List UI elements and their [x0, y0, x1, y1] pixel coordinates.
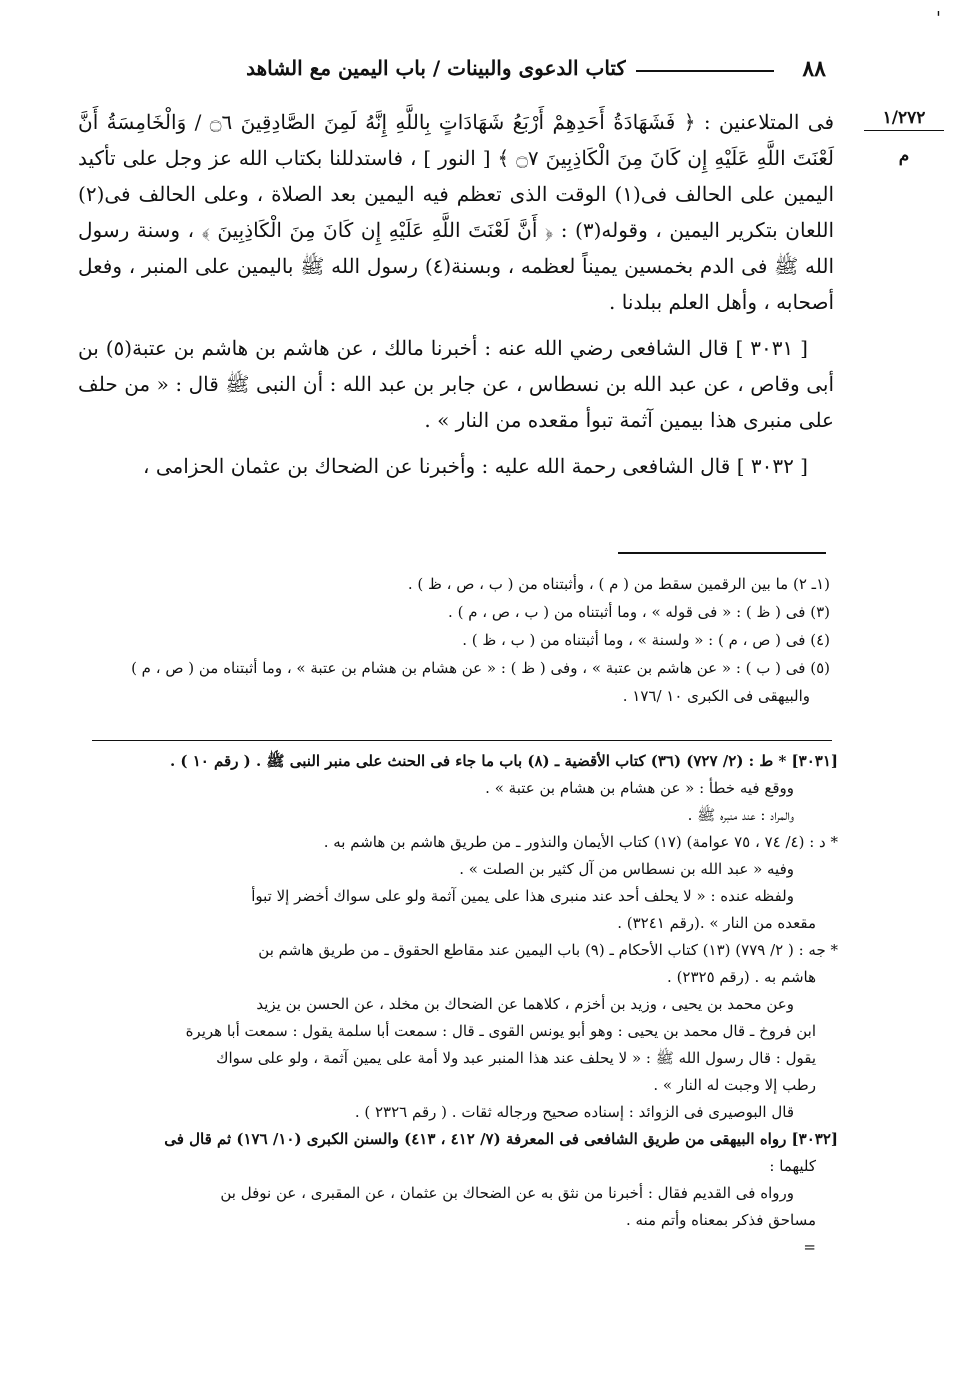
page-number: ٨٨ — [802, 56, 826, 82]
footnotes — [70, 570, 830, 710]
margin-ref-manuscript-letter: م — [898, 146, 910, 166]
commentary-line: [٣٠٣١] * ط : (٢/ ٧٢٧) (٣٦) كتاب الأقضية ـ (٨) باب ما جاء فى الحنث على منبر النبى ﷺ . ( رقم ١٠ ) . — [169, 752, 838, 770]
corner-mark: ' — [936, 8, 941, 29]
main-paragraph-verses: فى المتلاعنين : ﴿ فَشَهَادَةُ أَحَدِهِمْ أَرْبَعُ شَهَادَاتٍ بِاللَّهِ إِنَّهُ لَمِنَ الصَّادِقِينَ ۝٦ / وَالْخَامِسَةُ أَنَّ لَعْنَتَ اللَّهِ عَلَيْهِ إِن كَانَ مِنَ الْكَاذِبِينَ ۝٧ ﴾ [ النور ] ، فاستدللنا بكتاب الله عز وجل على تأكيد اليمين على الحالف فى(١) الوقت الذى تعظم فيه اليمين بعد الصلاة ، وعلى الحالف فى(٢) اللعان بتكرير اليمين ، وقوله(٣) : ﴿ أَنَّ لَعْنَتَ اللَّهِ عَلَيْهِ إِن كَانَ مِنَ الْكَاذِبِينَ ﴾ ، وسنة رسول الله ﷺ فى الدم بخمسين يميناً لعظمه ، وبسنة(٤) رسول الله ﷺ باليمين على المنبر ، وفعل أصحابه ، وأهل العلم ببلدنا . — [78, 110, 835, 314]
footnote-4: (٤) فى ( ص ، م ) : « ولسنة » ، وما أثبتناه من ( ب ، ظ ) . — [462, 631, 830, 649]
commentary-rule — [92, 740, 832, 741]
page-header — [84, 52, 826, 92]
commentary-line: وعن محمد بن يحيى ، وزيد بن أخزم ، كلاهما عن الضحاك بن مخلد ، عن الحسن بن يزيد — [256, 995, 794, 1013]
commentary-continuation-mark: = — [803, 1238, 816, 1256]
margin-ref-manuscript-page: ١/٢٧٢ — [864, 108, 944, 131]
commentary-line: هاشم به . (رقم ٢٣٢٥) . — [667, 968, 816, 986]
commentary-line: مقعده من النار » .(رقم ٣٢٤١) . — [617, 914, 816, 932]
commentary-line: يقول : قال رسول الله ﷺ : « لا يحلف عند هذا المنبر عبد ولا أمة على يمين آثمة ، ولو على سواك — [216, 1049, 816, 1067]
footnote-5-continued: والبيهقى فى الكبرى ١٠ /١٧٦ . — [622, 687, 810, 705]
commentary-line: * جه : ( ٢/ ٧٧٩) (١٣) كتاب الأحكام ـ (٩) باب اليمين عند مقاطع الحقوق ـ من طريق هاشم بن — [258, 941, 838, 959]
commentary-line: ورواه فى القديم فقال : أخبرنا من نثق به عن الضحاك بن عثمان ، عن المقبرى ، عن نوفل بن — [220, 1184, 794, 1202]
commentary-line: رطب إلا وجبت له النار » . — [653, 1076, 816, 1094]
main-paragraph-hadith-3031: [ ٣٠٣١ ] قال الشافعى رضي الله عنه : أخبرنا مالك ، عن هاشم بن هاشم بن عتبة(٥) بن أبى وقاص ، عن عبد الله بن نسطاس ، عن جابر بن عبد الله : أن النبى ﷺ قال : « من حلف على منبرى هذا بيمين آثمة تبوأ مقعده من النار » . — [78, 336, 834, 432]
main-paragraph-hadith-3032: [ ٣٠٣٢ ] قال الشافعى رحمة الله عليه : وأخبرنا عن الضحاك بن عثمان الحزامى ، — [143, 454, 808, 478]
footnote-rule — [618, 552, 826, 554]
commentary-line: ووقع فيه خطأ : « عن هشام بن هشام بن عتبة » . — [485, 779, 794, 797]
footnote-1-2: (١ـ ٢) ما بين الرقمين سقط من ( م ) ، وأثبتناه من ( ب ، ص ، ظ ) . — [407, 575, 830, 593]
running-title: كتاب الدعوى والبينات / باب اليمين مع الشاهد — [246, 56, 626, 80]
commentary-line: قال البوصيرى فى الزوائد : إسناده صحيح ورجاله ثقات . ( رقم ٢٣٢٦ ) . — [354, 1103, 794, 1121]
commentary — [70, 748, 838, 1261]
header-rule — [636, 70, 774, 72]
commentary-line: والمراد : عند منبره ﷺ . — [687, 806, 794, 824]
footnote-3: (٣) فى ( ظ ) : « فى قوله » ، وما أثبتناه من ( ب ، ص ، م ) . — [448, 603, 830, 621]
commentary-line: وفيه « عبد الله بن نسطاس من آل كثير بن الصلت » . — [459, 860, 794, 878]
commentary-line: ولفظه عنده : « لا يحلف أحد عند منبرى هذا على يمين آثمة ولو على سواك أخضر إلا تبوأ — [251, 887, 794, 905]
commentary-line: * د : (٤/ ٧٤ ، ٧٥ عوامة) (١٧) كتاب الأيمان والنذور ـ من طريق هاشم بن هاشم به . — [323, 833, 838, 851]
commentary-line: كليهما : — [769, 1157, 816, 1175]
main-text — [78, 104, 834, 494]
commentary-line: ابن فروخ ـ قال محمد بن يحيى : وهو أبو يونس القوى ـ قال : سمعت أبا سلمة يقول : سمعت أبا هريرة — [185, 1022, 816, 1040]
footnote-5: (٥) فى ( ب ) : « عن هاشم بن عتبة » ، وفى ( ظ ) : « عن هشام بن هشام بن عتبة » ، وما أثبتناه من ( ص ، م ) — [131, 659, 830, 677]
commentary-line: [٣٠٣٢] رواه البيهقى من طريق الشافعى فى المعرفة (٧/ ٤١٢ ، ٤١٣) والسنن الكبرى (١٠/ ١٧٦) ثم قال فى — [164, 1130, 838, 1148]
commentary-line: مساحق فذكر بمعناه وأتم منه . — [625, 1211, 816, 1229]
